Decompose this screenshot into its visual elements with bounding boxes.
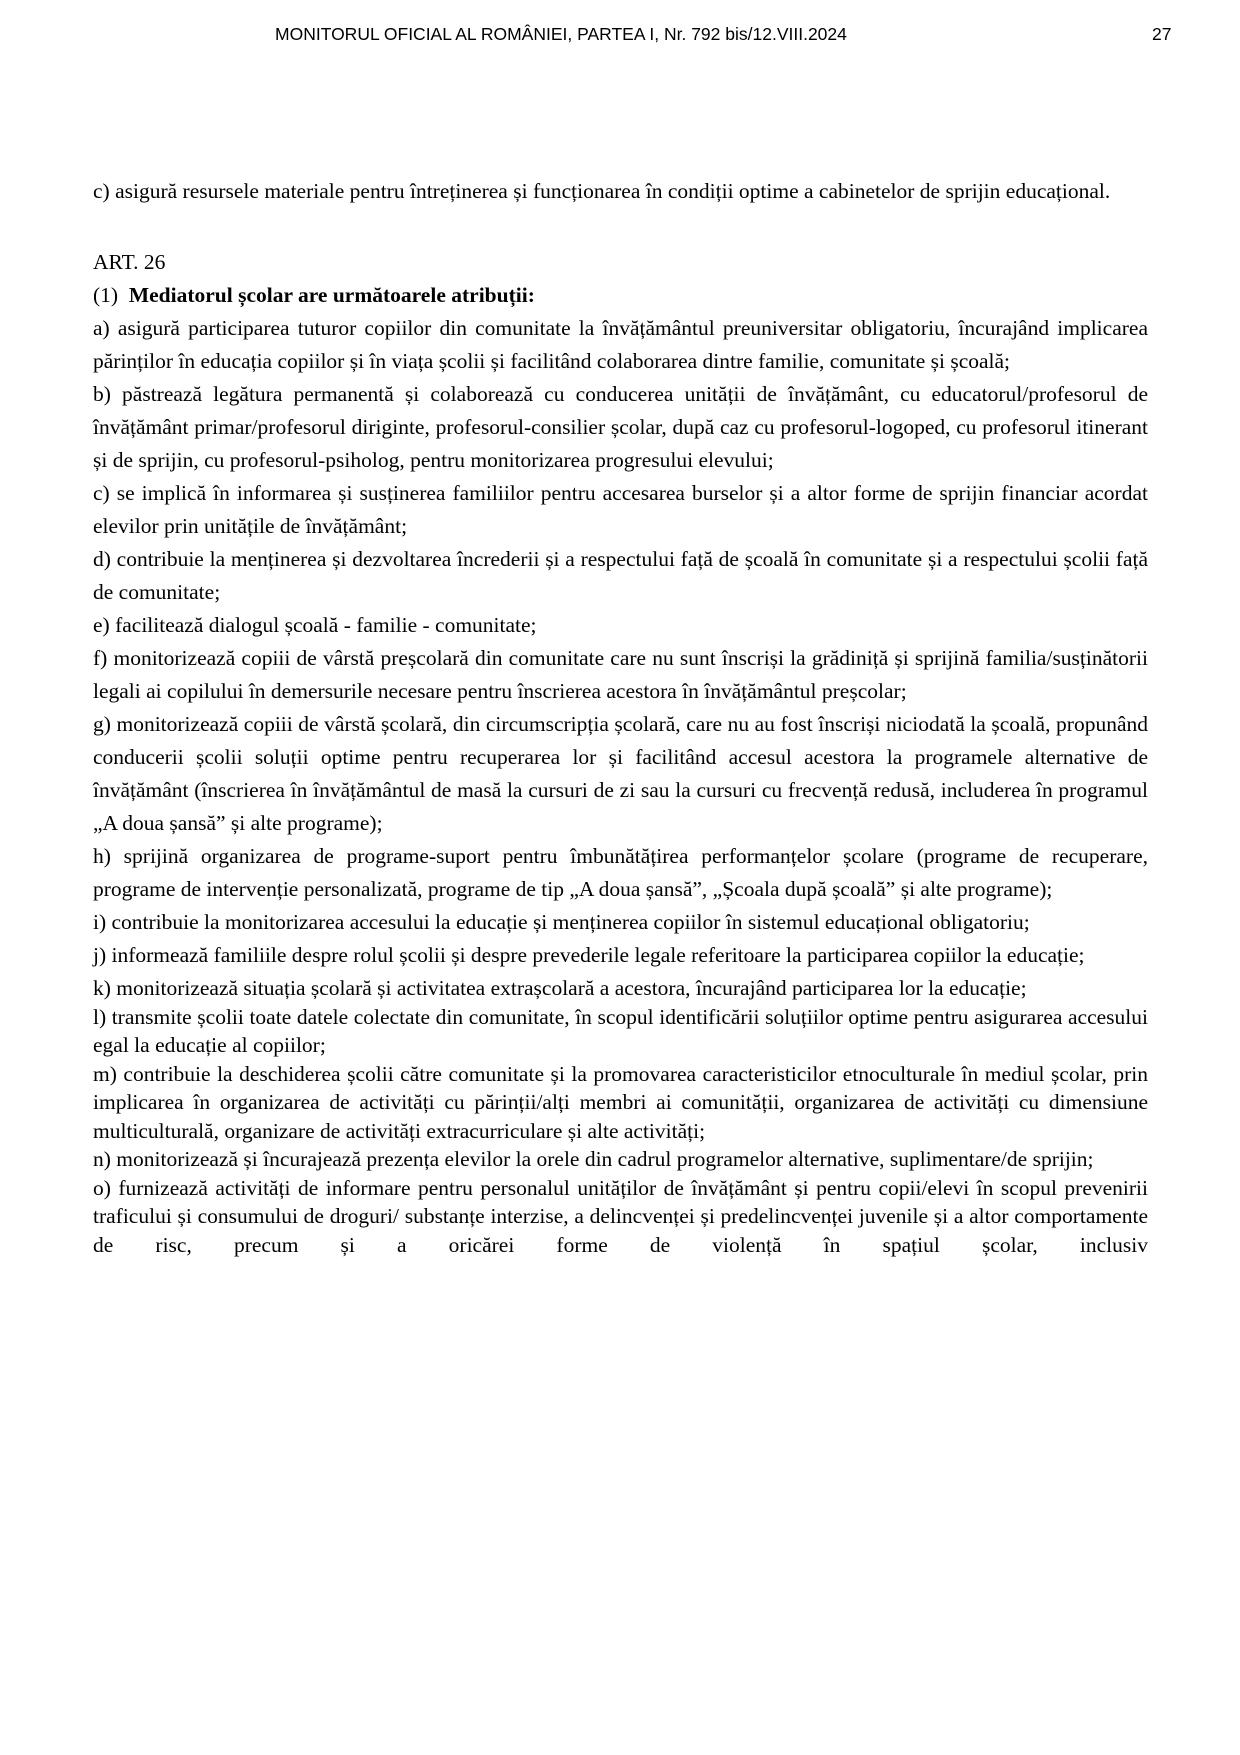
intro-item-c: c) asigură resursele materiale pentru întreținerea și funcționarea în condiții optime a cabinetelor de sprijin educațional. xyxy=(93,179,1111,203)
section-gap xyxy=(93,208,1148,246)
list-item-l: l) transmite școlii toate datele colectate din comunitate, în scopul identificării soluțiilor optime pentru asigurarea accesului egal la educație al copiilor; xyxy=(93,1004,1148,1057)
list-item-j: j) informează familiile despre rolul școlii și despre prevederile legale referitoare la participarea copiilor la educație; xyxy=(93,943,1085,967)
list-item-f: f) monitorizează copiii de vârstă preșcolară din comunitate care nu sunt înscriși la grădiniță și sprijină familia/susținătorii legali ai copilului în demersurile necesare pentru înscrierea acestora în învățământul preșcolar; xyxy=(93,646,1148,703)
page-number: 27 xyxy=(1152,24,1172,44)
list-item-e: e) facilitează dialogul școală - familie - comunitate; xyxy=(93,613,537,637)
list-item-i: i) contribuie la monitorizarea accesului la educație și menținerea copiilor în sistemul educațional obligatoriu; xyxy=(93,910,1030,934)
list-item-b: b) păstrează legătura permanentă și colaborează cu conducerea unității de învățământ, cu educatorul/profesorul de învățământ primar/profesorul diriginte, profesorul-consilier școlar, după caz cu profesorul-logoped, cu profesorul itinerant și de sprijin, cu profesorul-psiholog, pentru monitorizarea progresului elevului; xyxy=(93,382,1148,472)
paragraph-heading-text: Mediatorul școlar are următoarele atribuții: xyxy=(128,283,535,307)
tight-list-block xyxy=(93,974,1148,1259)
list-item-k: k) monitorizează situația școlară și activitatea extrașcolară a acestora, încurajând participarea lor la educație; xyxy=(93,976,1027,1000)
paragraph-number: (1) xyxy=(93,283,119,307)
document-body xyxy=(93,175,1148,1259)
list-item-h: h) sprijină organizarea de programe-suport pentru îmbunătățirea performanțelor școlare (programe de recuperare, programe de intervenție personalizată, programe de tip „A doua șansă”, „Școala după școală” și alte programe); xyxy=(93,844,1148,901)
list-item-n: n) monitorizează și încurajează prezența elevilor la orele din cadrul programelor alternative, suplimentare/de sprijin; xyxy=(93,1147,1094,1171)
list-item-d: d) contribuie la menținerea și dezvoltarea încrederii și a respectului față de școală în comunitate și a respectului școlii față de comunitate; xyxy=(93,547,1148,604)
list-item-o: o) furnizează activități de informare pentru personalul unităților de învățământ și pentru copii/elevi în scopul prevenirii traficului și consumului de droguri/ substanțe interzise, a delincvenței și predelincvenței juvenile și a altor comportamente de risc, precum și a oricărei forme de violență în spațiul școlar, inclusiv xyxy=(93,1175,1148,1257)
list-item-m: m) contribuie la deschiderea școlii către comunitate și la promovarea caracteristicilor etnoculturale în mediul școlar, prin implicarea în organizarea de activități cu părinții/alți membri ai comunității, organizarea de activități cu dimensiune multiculturală, organizare de activități extracurriculare și alte activități; xyxy=(93,1061,1148,1143)
paragraph-heading xyxy=(93,279,1148,312)
page-header xyxy=(0,22,1240,50)
article-title: ART. 26 xyxy=(93,250,166,274)
list-item-a: a) asigură participarea tuturor copiilor din comunitate la învățământul preuniversitar obligatoriu, încurajând implicarea părinților în educația copiilor și în viața școlii și facilitând colaborarea dintre familie, comunitate și școală; xyxy=(93,316,1148,373)
publication-title: MONITORUL OFICIAL AL ROMÂNIEI, PARTEA I, Nr. 792 bis/12.VIII.2024 xyxy=(275,24,847,44)
list-item-c: c) se implică în informarea și susținerea familiilor pentru accesarea burselor și a altor forme de sprijin financiar acordat elevilor prin unitățile de învățământ; xyxy=(93,481,1148,538)
list-item-g: g) monitorizează copiii de vârstă școlară, din circumscripția școlară, care nu au fost înscriși niciodată la școală, propunând conducerii școlii soluții optime pentru recuperarea lor și facilitând accesul acestora la programele alternative de învățământ (înscrierea în învățământul de masă la cursuri de zi sau la cursuri cu frecvență redusă, includerea în programul „A doua șansă” și alte programe); xyxy=(93,712,1148,835)
